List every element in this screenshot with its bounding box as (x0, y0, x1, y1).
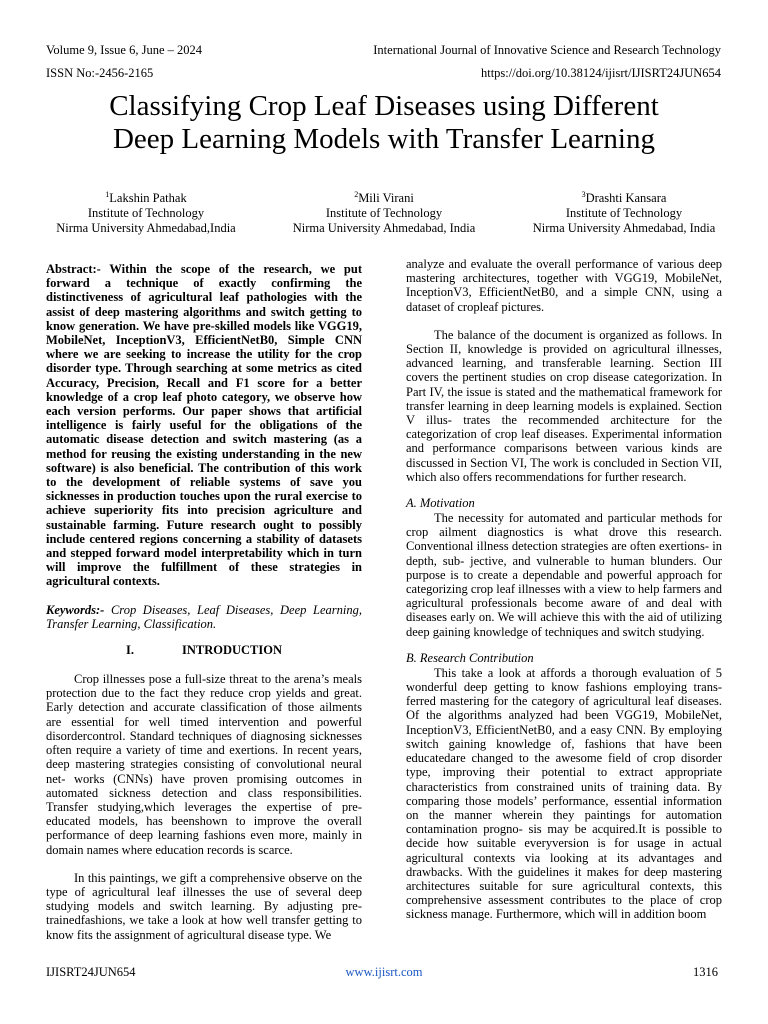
author-name-text: Drashti Kansara (585, 191, 667, 205)
footer-paper-id: IJISRT24JUN654 (46, 965, 136, 979)
paper-title-line-1: Classifying Crop Leaf Diseases using Different (109, 90, 659, 122)
journal-name: International Journal of Innovative Science and Research Technology (373, 43, 721, 57)
right-column (406, 257, 722, 922)
intro-paragraph-2: In this paintings, we gift a comprehensive observe on the type of agricultural leaf illnesses the use of several deep studying models and switch learning. By adjusting pre-trainedfashions, we take a look at how well transfer getting to know fits the assignment of agricultural disease type. We (46, 870, 362, 942)
author-block-3 (504, 187, 744, 236)
author-affiliation: Nirma University Ahmedabad, India (532, 221, 716, 235)
volume-info: Volume 9, Issue 6, June – 2024 (46, 43, 203, 57)
author-name (504, 187, 744, 206)
author-name-text: Mili Virani (358, 191, 414, 205)
author-superscript: 2 (354, 190, 359, 199)
keywords-text: Crop Diseases, Leaf Diseases, Deep Learning, Transfer Learning, Classification. (46, 602, 362, 631)
page-number: 1316 (693, 965, 718, 979)
author-block-2 (264, 187, 504, 236)
abstract (46, 262, 362, 589)
contribution-paragraph: This take a look at affords a thorough evaluation of 5 wonderful deep getting to know fashions employing trans- ferred mastering for the category of agricultural leaf diseases. Of the algorithms analyzed had been VGG19, MobileNet, InceptionV3, EfficientNetB0, and a easy CNN. By employing switch gaining knowledge of, fashions that have been educatedare changed to the awesome field of crop disorder type, improving their potential to extract appropriate characteristics from constrained units of training data. By comparing those models’ performance, essential information on the manner wherein they paintings for automation contamination progno- sis may be acquired.It is possible to decide how suitable everyversion is for usage in actual agricultural contexts via looking at its advantages and drawbacks. With the guidelines it makes for deep mastering architectures suitable for sure agricultural contexts, this comprehensive assessment contributes to the place of crop sickness manage. Furthermore, which will in addition boom (406, 665, 722, 922)
paper-title (0, 90, 768, 156)
keywords-label: Keywords:- (46, 602, 105, 617)
issn: ISSN No:-2456-2165 (46, 66, 154, 80)
author-department: Institute of Technology (87, 206, 205, 220)
author-affiliation: Nirma University Ahmedabad, India (292, 221, 476, 235)
author-name-text: Lakshin Pathak (109, 191, 187, 205)
abstract-text: Within the scope of the research, we put forward a technique of exactly confirming the distinctiveness of agricultural leaf pathologies with the assist of deep mastering algorithms and switch getting to know generation. We have pre-skilled models like VGG19, MobileNet, InceptionV3, EfficientNetB0, Simple CNN where we are seeking to increase the utility for the crop disorder type. Through searching at some metrics as cited Accuracy, Precision, Recall and F1 score for a better knowledge of a crop leaf photo category, we observe how each version performs. Our paper shows that artificial intelligence is fairly useful for the obligations of the automatic disease detection and switch mastering (as a method for reusing the existing understanding in the new software) is also beneficial. The contribution of this work to the development of reliable systems of save you sicknesses in production touches upon the rural exercise to achieve superiority fits into precision agriculture and sustainable farming. Future research ought to possibly include centered regions concerning a stability of datasets and stepped forward model interpretability which in turn will improve the fulfillment of these strategies in agricultural contexts. (46, 262, 362, 589)
footer-website-link[interactable]: www.ijisrt.com (345, 965, 423, 979)
section-heading-introduction (46, 643, 362, 658)
footer-website-wrap (0, 965, 768, 980)
intro-paragraph-1: Crop illnesses pose a full-size threat to the arena’s meals protection due to the fact they reduce crop yields and great. Early detection and accurate classification of those ailments are essential for well timed intervention and powerful disordercontrol. Standard techniques of diagnosing sicknesses often require a variety of time and exertions. In recent years, deep mastering strategies consisting of convolutional neural net- works (CNNs) have proven promising outcomes in automated sickness detection and class responsibilities. Transfer studying,which leverages the expertise of pre-educated models, has beenshown to improve the overall performance of deep learning fashions even more, mainly in domain names where education records is scarce. (46, 672, 362, 857)
subsection-heading-contribution: B. Research Contribution (406, 650, 534, 665)
author-name (0, 187, 292, 206)
keywords (46, 603, 362, 631)
author-affiliation: Nirma University Ahmedabad,India (56, 221, 236, 235)
subsection-heading-motivation: A. Motivation (406, 496, 475, 511)
abstract-label: Abstract:- (46, 262, 101, 276)
author-superscript: 3 (581, 190, 586, 199)
doi: https://doi.org/10.38124/ijisrt/IJISRT24JUN654 (480, 66, 721, 80)
author-department: Institute of Technology (565, 206, 683, 220)
left-column (46, 262, 362, 942)
author-superscript: 1 (105, 190, 110, 199)
body-paragraph: The balance of the document is organized as follows. In Section II, knowledge is provided on agricultural illnesses, advanced learning, and transferable learning. Section III covers the pertinent studies on crop disease categorization. In Part IV, the issue is stated and the mathematical framework for transfer learning in deep learning models is explained. Section V illus- trates the recommended architecture for the categorization of crop leaf diseases. Experimental information and performance comparisons between various kinds are discussed in Section VI, The work is concluded in Section VII, which also offers recommendations for further research. (406, 327, 722, 484)
section-title: INTRODUCTION (181, 643, 282, 658)
author-department: Institute of Technology (325, 206, 443, 220)
paper-title-line-2: Deep Learning Models with Transfer Learning (112, 123, 655, 155)
author-block-1 (0, 187, 292, 236)
section-number: I. (125, 643, 134, 658)
author-name (264, 187, 504, 206)
body-paragraph: analyze and evaluate the overall performance of various deep mastering architectures, together with VGG19, MobileNet, InceptionV3, EfficientNetB0, and a simple CNN, using a dataset of cropleaf pictures. (406, 257, 722, 314)
motivation-paragraph: The necessity for automated and particular methods for crop ailment diagnostics is what drove this research. Conventional illness detection strategies are often exertions- in depth, sub- jective, and vulnerable to human blunders. Our purpose is to create a dependable and powerful approach for categorizing crop leaf illnesses with a view to help farmers and agricultural professionals become aware of and deal with diseases early on. We will achieve this with the aid of utilizing deep gaining knowledge of techniques and switch studying. (406, 511, 722, 639)
